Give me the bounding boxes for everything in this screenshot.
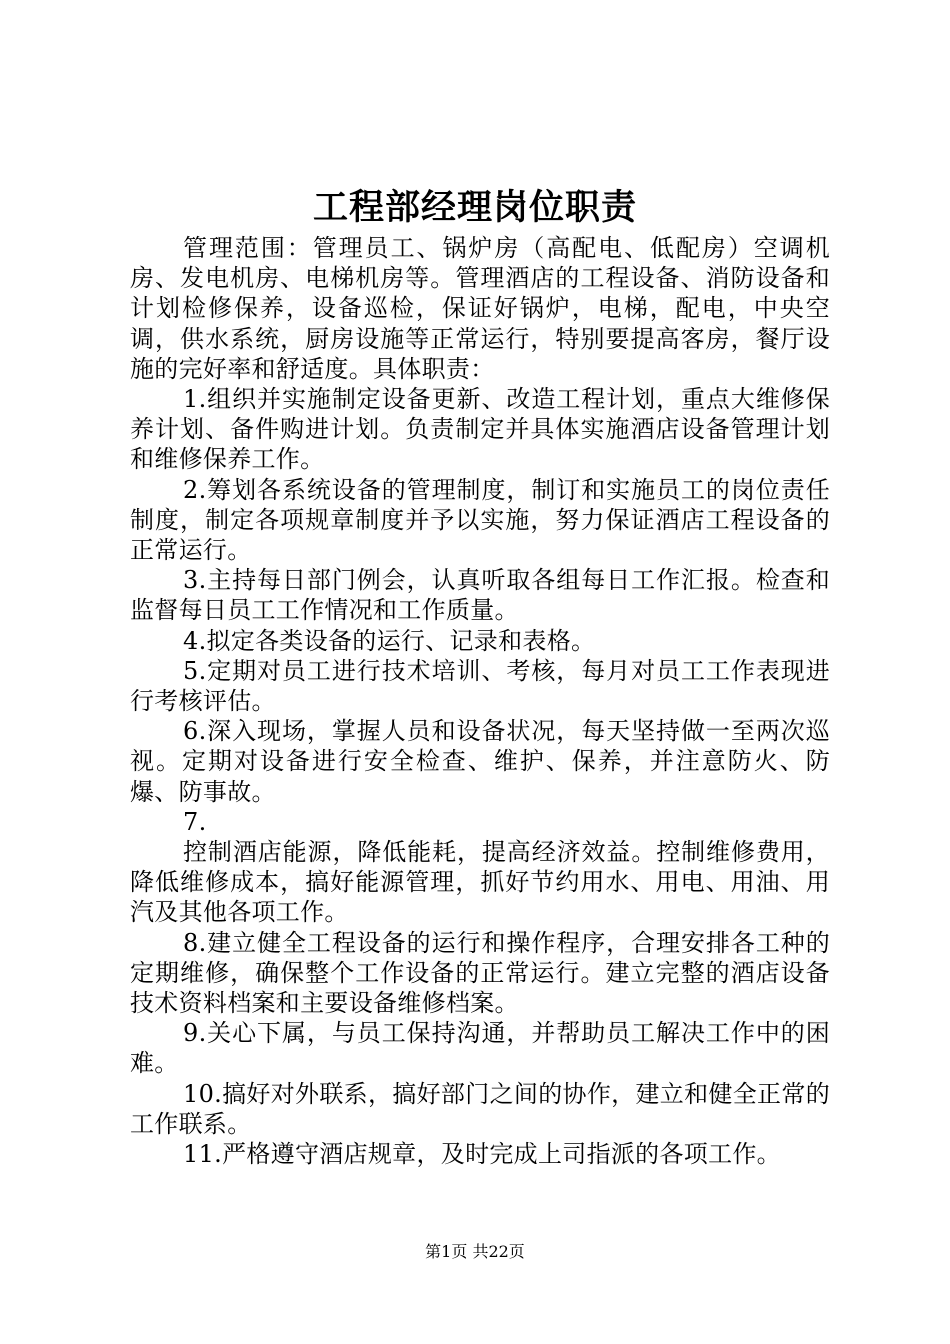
paragraph-duty-4: 4.拟定各类设备的运行、记录和表格。 [183, 626, 596, 655]
page-footer: 第1页 共22页 [425, 1242, 525, 1261]
paragraph-duty-11: 11.严格遵守酒店规章，及时完成上司指派的各项工作。 [183, 1140, 781, 1169]
page-title: 工程部经理岗位职责 [312, 187, 637, 228]
paragraph-duty-2: 2.筹划各系统设备的管理制度，制订和实施员工的岗位责任制度，制定各项规章制度并予以实施，努力保证酒店工程设备的正常运行。 [130, 475, 830, 565]
paragraph-duty-1: 1.组织并实施制定设备更新、改造工程计划，重点大维修保养计划、备件购进计划。负责制定并具体实施酒店设备管理计划和维修保养工作。 [130, 385, 830, 474]
paragraph-duty-8: 8.建立健全工程设备的运行和操作程序，合理安排各工种的定期维修，确保整个工作设备的正常运行。建立完整的酒店设备技术资料档案和主要设备维修档案。 [130, 928, 830, 1018]
paragraph-duty-7-number: 7. [183, 807, 207, 836]
paragraph-duty-6: 6.深入现场，掌握人员和设备状况，每天坚持做一至两次巡视。定期对设备进行安全检查、维护、保养，并注意防火、防爆、防事故。 [130, 717, 830, 806]
paragraph-scope: 管理范围：管理员工、锅炉房（高配电、低配房）空调机房、发电机房、电梯机房等。管理酒店的工程设备、消防设备和计划检修保养，设备巡检，保证好锅炉，电梯，配电，中央空调，供水系统，厨房设施等正常运行，特别要提高客房，餐厅设施的完好率和舒适度。具体职责： [130, 234, 830, 383]
paragraph-duty-5: 5.定期对员工进行技术培训、考核，每月对员工工作表现进行考核评估。 [130, 656, 830, 716]
paragraph-duty-9: 9.关心下属，与员工保持沟通，并帮助员工解决工作中的困难。 [130, 1019, 830, 1078]
paragraph-duty-7: 控制酒店能源，降低能耗，提高经济效益。控制维修费用，降低维修成本，搞好能源管理，抓好节约用水、用电、用油、用汽及其他各项工作。 [130, 838, 830, 927]
paragraph-duty-10: 10.搞好对外联系，搞好部门之间的协作，建立和健全正常的工作联系。 [130, 1079, 830, 1138]
paragraph-duty-3: 3.主持每日部门例会，认真听取各组每日工作汇报。检查和监督每日员工工作情况和工作质量。 [130, 566, 830, 625]
document-body [130, 233, 830, 1169]
